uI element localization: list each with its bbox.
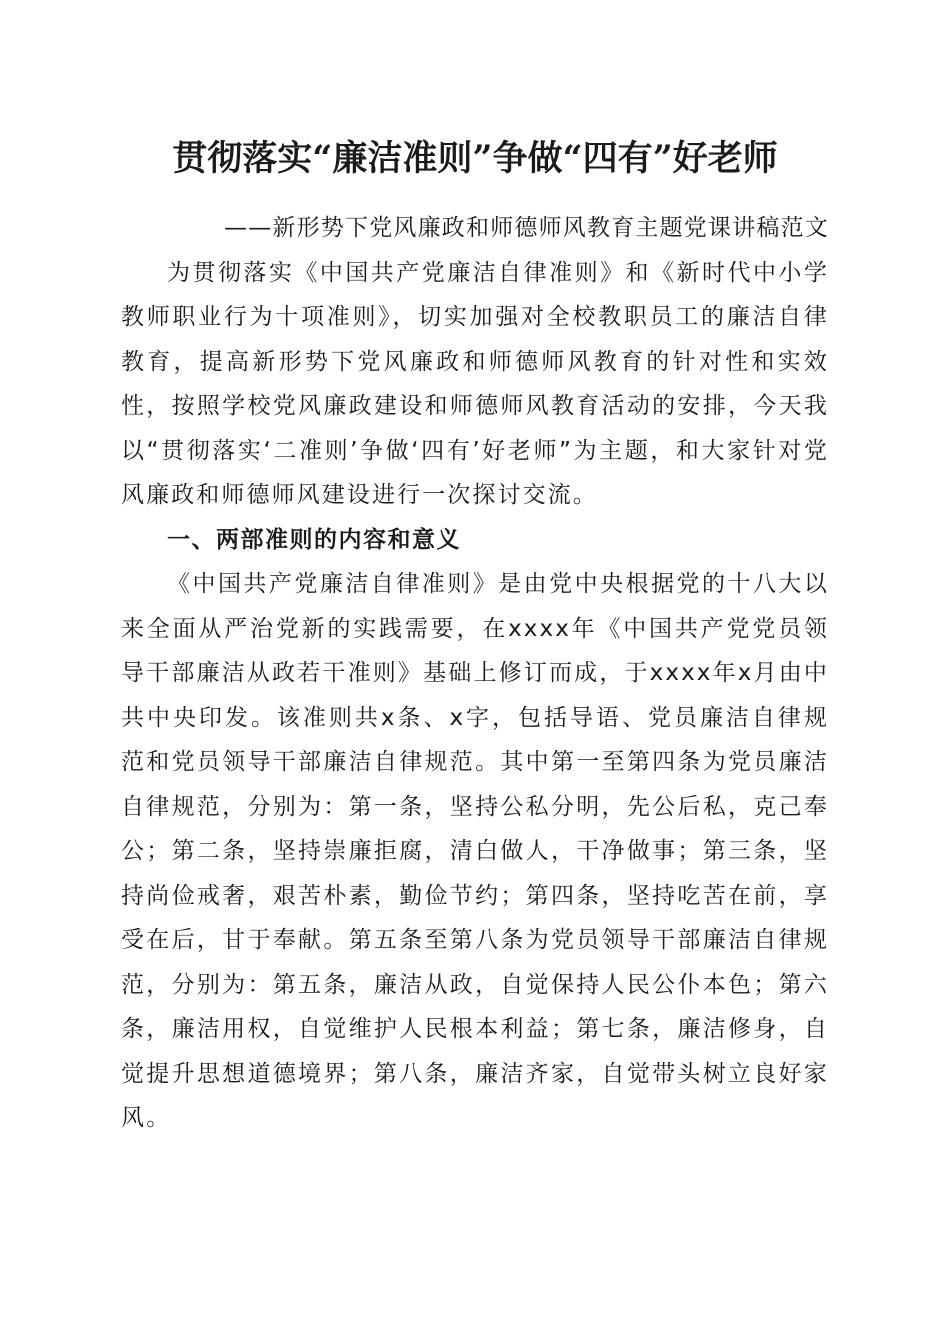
document-subtitle: ——新形势下党风廉政和师德师风教育主题党课讲稿范文	[224, 215, 829, 241]
document-title: 贯彻落实“廉洁准则”争做“四有”好老师	[172, 138, 778, 179]
section-heading: 一、两部准则的内容和意义	[167, 526, 461, 553]
body-paragraph: 《中国共产党廉洁自律准则》是由党中央根据党的十八大以来全面从严治党新的实践需要，在xxxx年《中国共产党党员领导干部廉洁从政若干准则》基础上修订而成，于xxxx年x月由中共中央印发。该准则共x条、x字，包括导语、党员廉洁自律规范和党员领导干部廉洁自律规范。其中第一至第四条为党员廉洁自律规范，分别为：第一条，坚持公私分明，先公后私，克己奉公；第二条，坚持崇廉拒腐，清白做人，干净做事；第三条，坚持尚俭戒奢，艰苦朴素，勤俭节约；第四条，坚持吃苦在前，享受在后，甘于奉献。第五条至第八条为党员领导干部廉洁自律规范，分别为：第五条，廉洁从政，自觉保持人民公仆本色；第六条，廉洁用权，自觉维护人民根本利益；第七条，廉洁修身，自觉提升思想道德境界；第八条，廉洁齐家，自觉带头树立良好家风。	[121, 571, 829, 1131]
document-body	[121, 206, 829, 1141]
intro-paragraph: 为贯彻落实《中国共产党廉洁自律准则》和《新时代中小学教师职业行为十项准则》，切实加强对全校教职员工的廉洁自律教育，提高新形势下党风廉政和师德师风教育的针对性和实效性，按照学校党风廉政建设和师德师风教育活动的安排，今天我以“贯彻落实‘二准则’争做‘四有’好老师”为主题，和大家针对党风廉政和师德师风建设进行一次探讨交流。	[121, 259, 829, 508]
